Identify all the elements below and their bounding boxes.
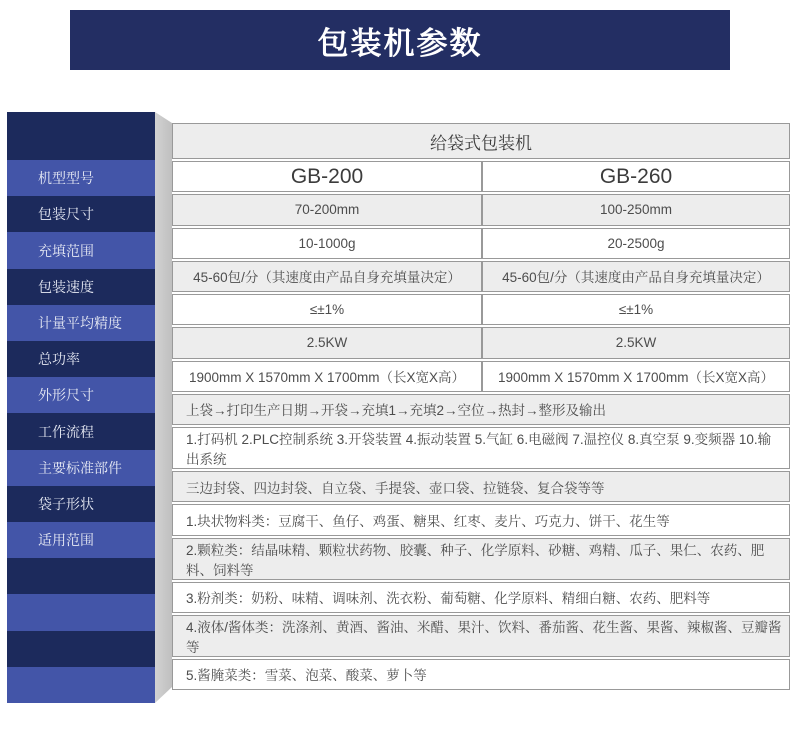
workflow-text: 上袋→打印生产日期→开袋→充填1→充填2→空位→热封→整形及输出 bbox=[186, 403, 607, 419]
sidebar-label-speed: 包装速度 bbox=[7, 269, 155, 305]
table-row-speed bbox=[172, 261, 790, 292]
sidebar-label-workflow: 工作流程 bbox=[7, 413, 155, 449]
sidebar-3d-edge bbox=[155, 112, 172, 703]
model-gb200: GB-200 bbox=[290, 164, 364, 188]
sidebar-spacer bbox=[7, 112, 155, 160]
sidebar-label-power: 总功率 bbox=[7, 341, 155, 377]
table-row-pack-size bbox=[172, 194, 790, 225]
dimensions-gb260: 1900mm X 1570mm X 1700mm（长X宽X高） bbox=[481, 362, 789, 391]
application-pickles-text: 5.酱腌菜类：雪菜、泡菜、酸菜、萝卜等 bbox=[186, 668, 427, 684]
sidebar-label-accuracy: 计量平均精度 bbox=[7, 305, 155, 341]
speed-gb260: 45-60包/分（其速度由产品自身充填量决定） bbox=[481, 262, 789, 291]
fill-range-gb200: 10-1000g bbox=[298, 235, 356, 251]
sidebar-label-dimensions: 外形尺寸 bbox=[7, 377, 155, 413]
accuracy-gb200: ≤±1% bbox=[309, 302, 345, 318]
table-row-model bbox=[172, 161, 790, 192]
table-row-application-liquid bbox=[172, 615, 790, 657]
fill-range-gb260: 20-2500g bbox=[481, 229, 789, 258]
table-row-accuracy bbox=[172, 294, 790, 325]
model-gb260: GB-260 bbox=[481, 162, 789, 191]
sidebar-label-fill-range: 充填范围 bbox=[7, 232, 155, 268]
application-blocks-text: 1.块状物料类：豆腐干、鱼仔、鸡蛋、糖果、红枣、麦片、巧克力、饼干、花生等 bbox=[186, 513, 670, 529]
sidebar-label-application: 适用范围 bbox=[7, 522, 155, 558]
table-row-workflow bbox=[172, 394, 790, 425]
application-granules-text: 2.颗粒类：结晶味精、颗粒状药物、胶囊、种子、化学原料、砂糖、鸡精、瓜子、果仁、农药、肥料、饲料等 bbox=[186, 542, 765, 578]
sidebar-spacer bbox=[7, 667, 155, 703]
speed-gb200: 45-60包/分（其速度由产品自身充填量决定） bbox=[193, 270, 461, 286]
table-row-application-powder bbox=[172, 582, 790, 613]
machine-type-header: 给袋式包装机 bbox=[430, 133, 532, 153]
table-row-components bbox=[172, 427, 790, 469]
application-liquid-text: 4.液体/酱体类：洗涤剂、黄酒、酱油、米醋、果汁、饮料、番茄酱、花生酱、果酱、辣椒酱、豆瓣酱等 bbox=[186, 619, 782, 655]
table-row-power bbox=[172, 327, 790, 358]
spec-table bbox=[172, 123, 790, 690]
sidebar-spacer bbox=[7, 631, 155, 667]
title-banner bbox=[70, 10, 730, 70]
sidebar-label-components: 主要标准部件 bbox=[7, 450, 155, 486]
table-row-application-granules bbox=[172, 538, 790, 580]
application-powder-text: 3.粉剂类：奶粉、味精、调味剂、洗衣粉、葡萄糖、化学原料、精细白糖、农药、肥料等 bbox=[186, 591, 711, 607]
sidebar-spacer bbox=[7, 594, 155, 630]
table-row-bag-shape bbox=[172, 471, 790, 502]
dimensions-gb200: 1900mm X 1570mm X 1700mm（长X宽X高） bbox=[188, 370, 466, 386]
pack-size-gb200: 70-200mm bbox=[294, 202, 360, 218]
pack-size-gb260: 100-250mm bbox=[481, 195, 789, 224]
sidebar-label-bag-shape: 袋子形状 bbox=[7, 486, 155, 522]
sidebar-label-model: 机型型号 bbox=[7, 160, 155, 196]
parameter-label-sidebar bbox=[7, 112, 155, 703]
sidebar-spacer bbox=[7, 558, 155, 594]
components-text: 1.打码机 2.PLC控制系统 3.开袋装置 4.振动装置 5.气缸 6.电磁阀 7.温控仪 8.真空泵 9.变频器 10.输出系统 bbox=[186, 432, 772, 467]
power-gb260: 2.5KW bbox=[481, 328, 789, 357]
page-title: 包装机参数 bbox=[317, 25, 483, 61]
power-gb200: 2.5KW bbox=[306, 335, 348, 351]
bag-shape-text: 三边封袋、四边封袋、自立袋、手提袋、壶口袋、拉链袋、复合袋等等 bbox=[186, 480, 605, 496]
table-row-application-pickles bbox=[172, 659, 790, 690]
table-row-dimensions bbox=[172, 361, 790, 392]
table-row-application-blocks bbox=[172, 504, 790, 535]
sidebar-label-pack-size: 包装尺寸 bbox=[7, 196, 155, 232]
table-header-row bbox=[172, 123, 790, 159]
accuracy-gb260: ≤±1% bbox=[481, 295, 789, 324]
table-row-fill-range bbox=[172, 228, 790, 259]
